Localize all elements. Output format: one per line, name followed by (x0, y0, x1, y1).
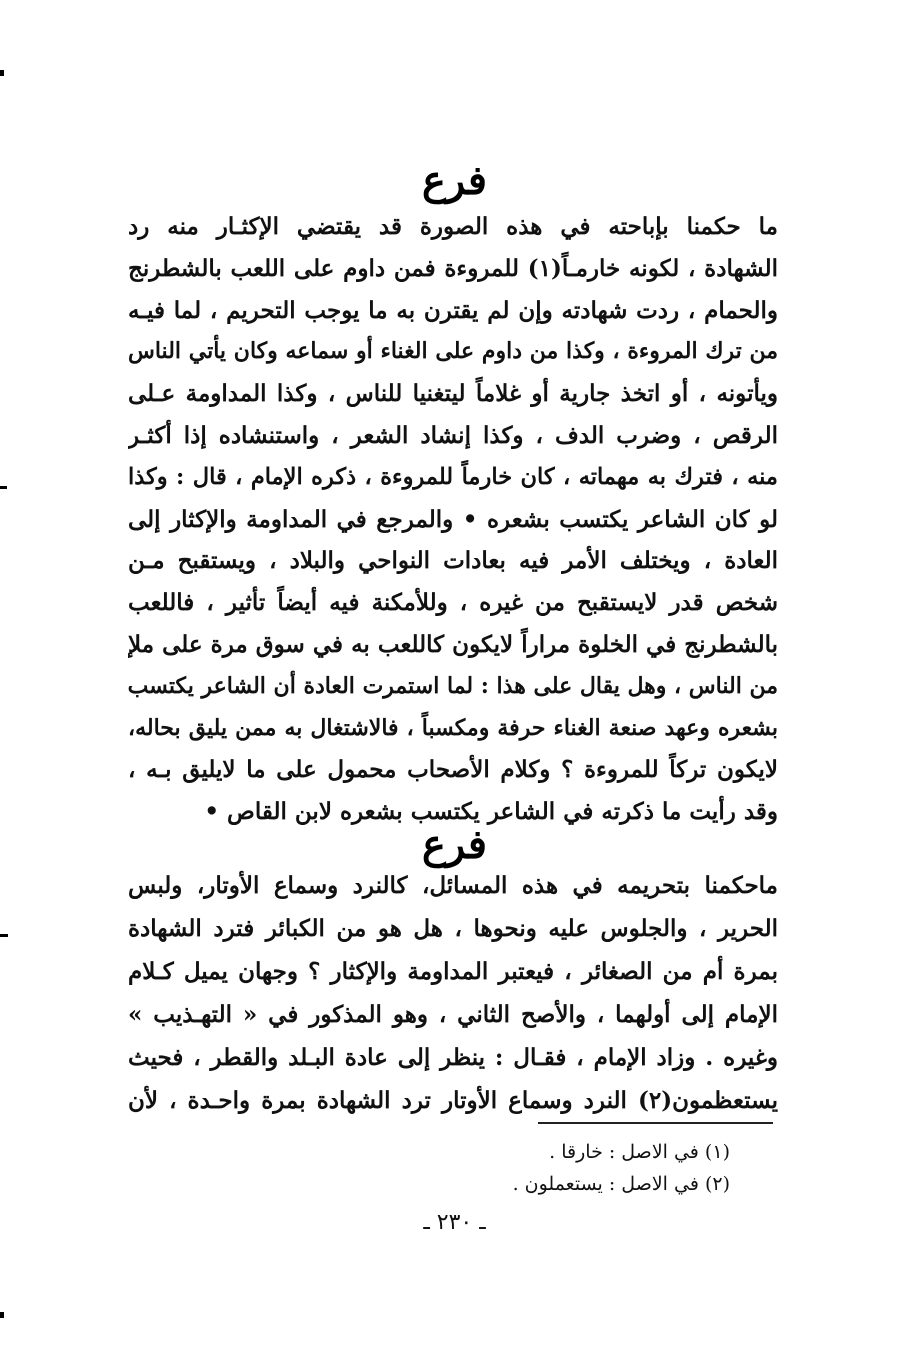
text-line: من ترك المروءة ، وكذا من داوم على الغناء أو سماعه وكان يأتي الناس (128, 338, 778, 365)
text-line: وقد رأيت ما ذكرته في الشاعر يكتسب بشعره لابن القاص • (204, 798, 778, 826)
text-line: ماحكمنا بتحريمه في هذه المسائل، كالنرد وسماع الأوتار، ولبس (128, 872, 778, 899)
section-heading: فرع (421, 821, 488, 868)
scan-edge-mark (0, 1312, 4, 1318)
body-paragraph (128, 206, 778, 833)
scan-edge-mark (0, 934, 8, 937)
footnote: (٢) في الاصل : يستعملون . (512, 1173, 730, 1195)
text-line: من الناس ، وهل يقال على هذا : لما استمرت العادة أن الشاعر يكتسب (128, 672, 778, 699)
footnote: (١) في الاصل : خارقا . (549, 1141, 730, 1163)
text-line: العادة ، ويختلف الأمر فيه بعادات النواحي والبلاد ، ويستقبح مـن (128, 547, 778, 575)
text-line: بشعره وعهد صنعة الغناء حرفة ومكسباً ، فالاشتغال به ممن يليق بحاله، (128, 714, 778, 741)
body-paragraph (128, 864, 778, 1122)
text-line: والحمام ، ردت شهادته وإن لم يقترن به ما يوجب التحريم ، لما فيـه (128, 296, 778, 324)
text-line: الإمام إلى أولهما ، والأصح الثاني ، وهو المذكور في « التهـذيب » (128, 1001, 778, 1028)
text-line: شخص قدر لايستقبح من غيره ، وللأمكنة فيه أيضاً تأثير ، فاللعب (128, 589, 778, 617)
text-line: لايكون تركاً للمروءة ؟ وكلام الأصحاب محمول على ما لايليق بـه ، (128, 756, 778, 784)
section-heading: فرع (421, 157, 488, 204)
text-line: بالشطرنج في الخلوة مراراً لايكون كاللعب به في سوق مرة على ملإ (128, 630, 778, 658)
text-line: الحرير ، والجلوس عليه ونحوها ، هل هو من الكبائر فترد الشهادة (128, 915, 778, 942)
text-line: الشهادة ، لكونه خارمـاً(١) للمروءة فمن داوم على اللعب بالشطرنج (128, 254, 778, 282)
text-line: لو كان الشاعر يكتسب بشعره • والمرجع في المداومة والإكثار إلى (128, 505, 778, 533)
text-line: ويأتونه ، أو اتخذ جارية أو غلاماً ليتغنيا للناس ، وكذا المداومة عـلى (128, 380, 778, 408)
text-line: بمرة أم من الصغائر ، فيعتبر المداومة والإكثار ؟ وجهان يميل كـلام (128, 958, 778, 985)
footnotes (300, 1136, 730, 1200)
scan-edge-mark (0, 70, 4, 76)
page-number: ـ ٢٣٠ ـ (423, 1210, 486, 1235)
text-line: يستعظمون(٢) النرد وسماع الأوتار ترد الشهادة بمرة واحـدة ، لأن (128, 1087, 778, 1114)
text-line: منه ، فترك به مهماته ، كان خارماً للمروءة ، ذكره الإمام ، قال : وكذا (128, 463, 778, 490)
scan-edge-mark (0, 486, 7, 489)
text-line: الرقص ، وضرب الدف ، وكذا إنشاد الشعر ، واستنشاده إذا أكثـر (128, 421, 778, 449)
text-line: وغيره . وزاد الإمام ، فقـال : ينظر إلى عادة البـلد والقطر ، فحيث (128, 1044, 778, 1071)
text-line: ما حكمنا بإباحته في هذه الصورة قد يقتضي الإكثـار منه رد (128, 213, 778, 240)
footnote-divider (538, 1122, 773, 1124)
